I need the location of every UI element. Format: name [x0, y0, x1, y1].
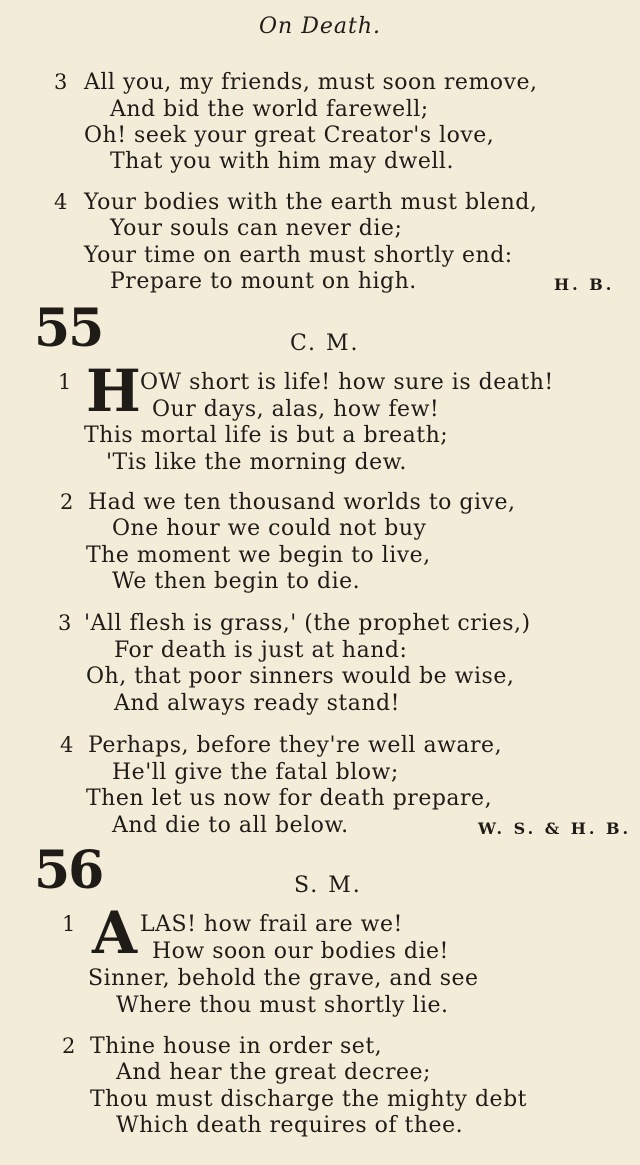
verse-number: 2	[62, 1034, 76, 1058]
verse-line: Then let us now for death prepare,	[86, 786, 493, 811]
verse-number: 1	[62, 912, 76, 936]
verse-line: OW short is life! how sure is death!	[140, 370, 554, 395]
verse-line: Prepare to mount on high.	[110, 269, 417, 294]
verse-line: Your bodies with the earth must blend,	[84, 190, 538, 215]
verse-number: 3	[58, 611, 72, 635]
verse-line: Oh! seek your great Creator's love,	[84, 123, 495, 148]
verse-line: Thine house in order set,	[90, 1034, 383, 1059]
verse-line: One hour we could not buy	[112, 516, 427, 541]
verse-line: 'Tis like the morning dew.	[106, 450, 407, 475]
verse-line: The moment we begin to live,	[86, 543, 431, 568]
verse-line: And bid the world farewell;	[110, 97, 429, 122]
verse-line: Where thou must shortly lie.	[116, 993, 449, 1018]
verse-line: Had we ten thousand worlds to give,	[88, 490, 516, 515]
page-header: On Death.	[259, 14, 381, 39]
verse-number: 3	[54, 70, 68, 94]
hymn-meter: S. M.	[294, 873, 362, 898]
verse-line: This mortal life is but a breath;	[84, 423, 449, 448]
verse-line: All you, my friends, must soon remove,	[84, 70, 538, 95]
verse-line: How soon our bodies die!	[152, 939, 449, 964]
verse-line: We then begin to die.	[112, 569, 361, 594]
verse-line: And always ready stand!	[114, 691, 400, 716]
verse-line: 'All flesh is grass,' (the prophet cries,)	[84, 611, 531, 636]
verse-line: Your time on earth must shortly end:	[84, 243, 513, 268]
verse-number: 2	[60, 490, 74, 514]
verse-line: He'll give the fatal blow;	[112, 760, 399, 785]
verse-line: And die to all below.	[112, 813, 349, 838]
verse-line: Sinner, behold the grave, and see	[88, 966, 479, 991]
hymn-number: 56	[34, 840, 103, 901]
verse-number: 4	[60, 733, 74, 757]
verse-line: Your souls can never die;	[110, 216, 403, 241]
verse-line: LAS! how frail are we!	[140, 912, 403, 937]
drop-cap: A	[92, 899, 138, 967]
verse-number: 4	[54, 190, 68, 214]
verse-line: Perhaps, before they're well aware,	[88, 733, 503, 758]
verse-line: That you with him may dwell.	[110, 149, 454, 174]
verse-number: 1	[58, 370, 72, 394]
author-attribution: W. S. & H. B.	[478, 819, 632, 838]
author-attribution: H. B.	[554, 275, 615, 294]
verse-line: Oh, that poor sinners would be wise,	[86, 664, 515, 689]
verse-line: Which death requires of thee.	[116, 1113, 464, 1138]
hymn-number: 55	[34, 298, 103, 359]
verse-line: Our days, alas, how few!	[152, 397, 440, 422]
verse-line: For death is just at hand:	[114, 638, 408, 663]
verse-line: Thou must discharge the mighty debt	[90, 1087, 527, 1112]
drop-cap: H	[86, 357, 141, 425]
verse-line: And hear the great decree;	[116, 1060, 431, 1085]
hymn-meter: C. M.	[290, 331, 360, 356]
